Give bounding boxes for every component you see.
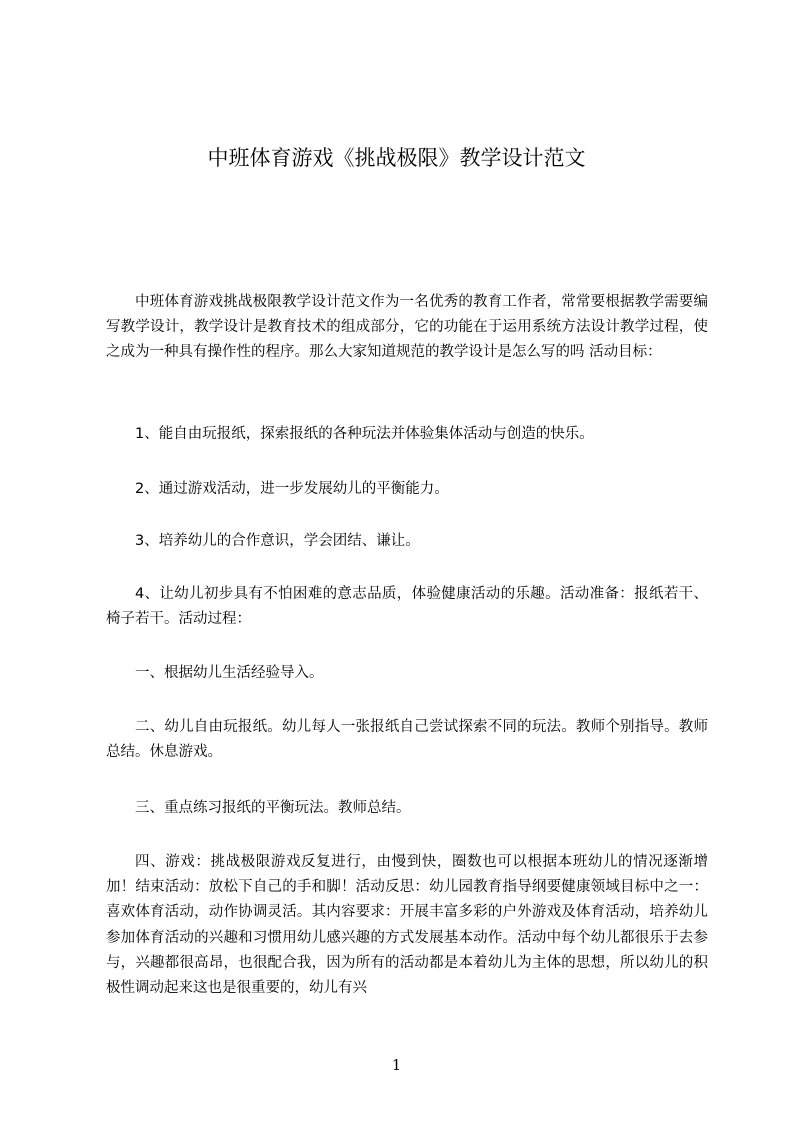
step-3-paragraph: 三、重点练习报纸的平衡玩法。教师总结。 (135, 800, 411, 816)
step-1-paragraph: 一、根据幼儿生活经验导入。 (135, 665, 324, 681)
step-4-paragraph: 四、游戏：挑战极限游戏反复进行，由慢到快，圈数也可以根据本班幼儿的情况逐渐增加！结束活动：放松下自己的手和脚！活动反思：幼儿园教育指导纲要健康领域目标中之一：喜欢体育活动，动作协调灵活。其内容要求：开展丰富多彩的户外游戏及体育活动，培养幼儿参加体育活动的兴趣和习惯用幼儿感兴趣的方式发展基本动作。活动中每个幼儿都很乐于去参与，兴趣都很高昂，也很配合我，因为所有的活动都是本着幼儿为主体的思想，所以幼儿的积极性调动起来这也是很重要的，幼儿有兴 (106, 854, 708, 997)
step-2-paragraph: 二、幼儿自由玩报纸。幼儿每人一张报纸自己尝试探索不同的玩法。教师个别指导。教师总结。休息游戏。 (106, 719, 708, 761)
intro-paragraph: 中班体育游戏挑战极限教学设计范文作为一名优秀的教育工作者，常常要根据教学需要编写教学设计，教学设计是教育技术的组成部分，它的功能在于运用系统方法设计教学过程，使之成为一种具有操作性的程序。那么大家知道规范的教学设计是怎么写的吗 活动目标： (106, 294, 708, 361)
goal-3-paragraph: 3、培养幼儿的合作意识，学会团结、谦让。 (135, 533, 420, 549)
page-number: 1 (391, 1056, 402, 1074)
goal-2-paragraph: 2、通过游戏活动，进一步发展幼儿的平衡能力。 (135, 481, 449, 497)
page-title: 中班体育游戏《挑战极限》教学设计范文 (207, 146, 586, 170)
goal-4-paragraph: 4、让幼儿初步具有不怕困难的意志品质，体验健康活动的乐趣。活动准备：报纸若干、椅子若干。活动过程： (106, 586, 708, 628)
goal-1-paragraph: 1、能自由玩报纸，探索报纸的各种玩法并体验集体活动与创造的快乐。 (135, 426, 594, 442)
